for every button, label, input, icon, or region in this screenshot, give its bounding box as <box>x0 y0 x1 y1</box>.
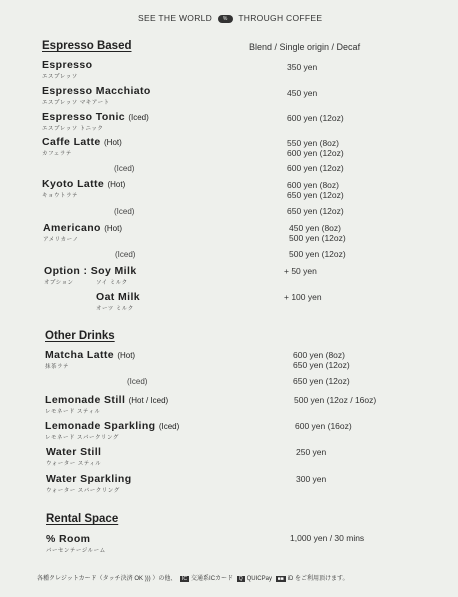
option-jp-label: オプション <box>44 280 74 286</box>
item-jp: ウォーター スパークリング <box>46 488 120 494</box>
footer-credit-text: 各種クレジットカード（タッチ決済 OK <box>37 576 144 582</box>
item-price: 450 yen <box>287 88 318 98</box>
item-name: Kyoto Latte <box>42 178 105 190</box>
soy-milk-price: + 50 yen <box>284 266 317 276</box>
item-name: Caffe Latte <box>42 136 101 148</box>
item-jp: カフェラテ <box>42 151 72 157</box>
id-icon: ■■ <box>277 576 284 582</box>
item-name: Lemonade Still <box>45 394 126 406</box>
item-jp: パーセンテージルーム <box>46 548 106 554</box>
footer-quicpay-text: QUICPay <box>246 576 272 582</box>
item-name-row <box>42 178 125 190</box>
item-iced-price: 650 yen (12oz) <box>293 376 350 386</box>
item-price: 500 yen (12oz / 16oz) <box>294 395 377 405</box>
item-name: % Room <box>46 533 91 545</box>
header <box>138 13 322 23</box>
item-iced-label: (Iced) <box>114 164 135 173</box>
option-label: Option : <box>44 265 88 277</box>
item-name: Espresso <box>42 59 93 71</box>
oat-milk-name: Oat Milk <box>96 291 141 303</box>
item-price: 500 yen (12oz) <box>289 233 346 243</box>
oat-milk-jp: オーツ ミルク <box>96 306 134 312</box>
header-left: SEE THE WORLD <box>138 13 213 23</box>
item-iced-price: 600 yen (12oz) <box>287 163 344 173</box>
payment-footer <box>37 573 349 582</box>
item-price: 1,000 yen / 30 mins <box>290 533 365 543</box>
item-sub: (Hot) <box>104 138 122 147</box>
item-name: Espresso Macchiato <box>42 85 151 97</box>
item-price: 650 yen (12oz) <box>287 190 344 200</box>
item-name-row <box>45 394 168 406</box>
item-name: Matcha Latte <box>45 349 114 361</box>
soy-milk-name: Soy Milk <box>90 265 137 277</box>
item-sub: (Iced) <box>158 422 180 431</box>
item-iced-label: (Iced) <box>115 250 136 259</box>
item-name-row <box>45 420 179 432</box>
item-jp: エスプレッソ <box>42 74 78 80</box>
quicpay-icon: Q <box>238 576 243 582</box>
item-price: 350 yen <box>287 62 318 72</box>
item-iced-price: 500 yen (12oz) <box>289 249 346 259</box>
item-jp: ウォーター スティル <box>46 461 102 467</box>
item-jp: キョウトラテ <box>42 193 79 199</box>
item-name: Water Sparkling <box>46 473 132 485</box>
coffee-logo-icon: % <box>218 15 233 23</box>
item-sub: (Hot / Iced) <box>128 396 169 405</box>
item-name-row <box>42 136 122 148</box>
item-price: 550 yen (8oz) <box>287 138 339 148</box>
item-iced-label: (Iced) <box>127 377 148 386</box>
other-drinks-section-title: Other Drinks <box>45 330 115 342</box>
item-jp: レモネード スティル <box>45 409 101 415</box>
item-price: 600 yen (12oz) <box>287 113 344 123</box>
ic-card-icon: IC <box>182 576 188 582</box>
item-name-row <box>45 349 135 361</box>
soy-milk-jp: ソイ ミルク <box>96 280 128 286</box>
item-name: Americano <box>43 222 101 234</box>
item-name: Water Still <box>46 446 102 458</box>
oat-milk-price: + 100 yen <box>284 292 322 302</box>
item-name: Lemonade Sparkling <box>45 420 156 432</box>
item-price: 650 yen (12oz) <box>293 360 350 370</box>
item-sub: (Hot) <box>104 224 122 233</box>
espresso-section-title: Espresso Based <box>42 40 132 52</box>
item-price: 600 yen (16oz) <box>295 421 352 431</box>
item-price: 450 yen (8oz) <box>289 223 341 233</box>
item-price: 250 yen <box>296 447 327 457</box>
item-sub: (Hot) <box>117 351 136 360</box>
item-sub: (Hot) <box>107 180 126 189</box>
item-price: 600 yen (12oz) <box>287 148 344 158</box>
item-sub: (Iced) <box>128 113 149 122</box>
item-jp: エスプレッソ トニック <box>42 126 104 132</box>
item-price: 600 yen (8oz) <box>287 180 339 190</box>
item-price: 300 yen <box>296 474 327 484</box>
option-row <box>44 265 137 277</box>
item-name: Espresso Tonic <box>42 111 126 123</box>
item-jp: アメリカーノ <box>43 237 79 243</box>
item-jp: エスプレッソ マキアート <box>42 100 110 106</box>
item-iced-label: (Iced) <box>114 207 135 216</box>
footer-ic-text: 交通系ICカード <box>191 576 234 582</box>
rental-space-section-title: Rental Space <box>46 513 119 525</box>
item-jp: レモネード スパークリング <box>45 435 119 441</box>
item-iced-price: 650 yen (12oz) <box>287 206 344 216</box>
contactless-icon: ))) <box>144 576 151 582</box>
item-price: 600 yen (8oz) <box>293 350 345 360</box>
price-column-header: Blend / Single origin / Decaf <box>249 42 361 52</box>
footer-other-text: ）の他、 <box>152 576 177 582</box>
item-name-row <box>42 111 149 123</box>
item-name-row <box>43 222 122 234</box>
footer-id-text: iD をご利用頂けます。 <box>287 576 349 582</box>
item-jp: 抹茶ラテ <box>45 364 70 370</box>
header-right: THROUGH COFFEE <box>238 13 323 23</box>
